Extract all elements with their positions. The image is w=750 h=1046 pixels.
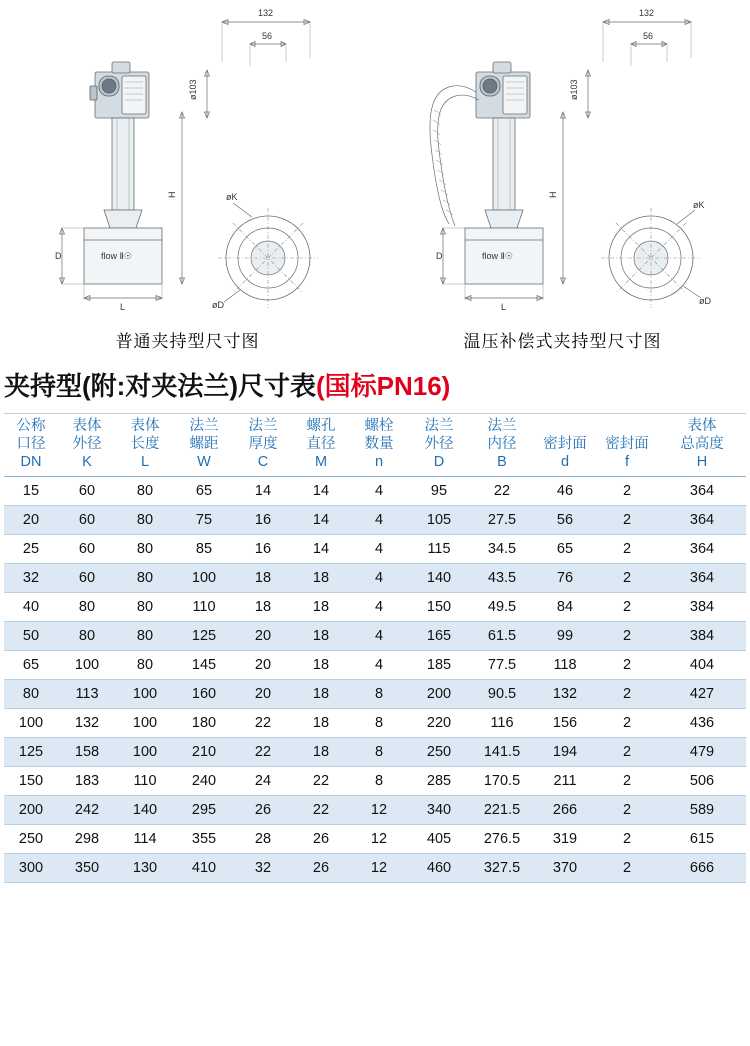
cell-seal-f: 2 [596, 535, 658, 564]
cell-w: 180 [174, 709, 234, 738]
cell-c: 22 [234, 738, 292, 767]
dim-K: øK [226, 192, 238, 202]
cell-seal-d: 99 [534, 622, 596, 651]
cell-k: 60 [58, 535, 116, 564]
col-header-w: 法兰 螺距 W [174, 414, 234, 477]
cell-seal-d: 84 [534, 593, 596, 622]
dim-L-2: L [501, 302, 507, 312]
cell-seal-f: 2 [596, 506, 658, 535]
cell-dn: 65 [4, 651, 58, 680]
svg-text:flow Ⅱ☉: flow Ⅱ☉ [101, 251, 133, 261]
cell-w: 210 [174, 738, 234, 767]
cell-b: 221.5 [470, 796, 534, 825]
cell-b: 27.5 [470, 506, 534, 535]
cell-w: 65 [174, 477, 234, 506]
cell-seal-f: 2 [596, 593, 658, 622]
cell-k: 242 [58, 796, 116, 825]
cell-c: 22 [234, 709, 292, 738]
cell-h: 364 [658, 564, 746, 593]
cell-w: 160 [174, 680, 234, 709]
table-row [4, 709, 746, 738]
cell-seal-d: 65 [534, 535, 596, 564]
caption-standard-clamp: 普通夹持型尺寸图 [115, 332, 260, 351]
cell-seal-d: 266 [534, 796, 596, 825]
cell-m: 26 [292, 854, 350, 883]
cell-k: 113 [58, 680, 116, 709]
cell-l: 80 [116, 651, 174, 680]
cell-h: 427 [658, 680, 746, 709]
cell-c: 18 [234, 564, 292, 593]
cell-h: 364 [658, 477, 746, 506]
cell-d: 405 [408, 825, 470, 854]
dim-height-H-2: H [548, 191, 558, 198]
cell-w: 75 [174, 506, 234, 535]
cell-dn: 300 [4, 854, 58, 883]
cell-d: 200 [408, 680, 470, 709]
cell-l: 80 [116, 593, 174, 622]
table-row [4, 477, 746, 506]
table-row [4, 564, 746, 593]
standard-clamp-diagram [0, 0, 375, 322]
cell-n: 12 [350, 854, 408, 883]
cell-l: 114 [116, 825, 174, 854]
dim-top-width-2: 132 [639, 8, 655, 18]
cell-seal-d: 211 [534, 767, 596, 796]
col-header-k: 表体 外径 K [58, 414, 116, 477]
cell-m: 14 [292, 506, 350, 535]
col-header-l: 表体 长度 L [116, 414, 174, 477]
cell-seal-d: 76 [534, 564, 596, 593]
cell-d: 340 [408, 796, 470, 825]
cell-dn: 50 [4, 622, 58, 651]
cell-l: 80 [116, 535, 174, 564]
drawing-compensated-clamp [375, 0, 750, 360]
table-body [4, 477, 746, 883]
cell-n: 4 [350, 506, 408, 535]
cell-m: 26 [292, 825, 350, 854]
cell-k: 80 [58, 593, 116, 622]
cell-h: 436 [658, 709, 746, 738]
cell-seal-f: 2 [596, 796, 658, 825]
cell-seal-f: 2 [596, 709, 658, 738]
cell-n: 8 [350, 738, 408, 767]
svg-text:flow Ⅱ☉: flow Ⅱ☉ [482, 251, 514, 261]
table-row [4, 825, 746, 854]
cell-k: 60 [58, 564, 116, 593]
dim-L: L [120, 302, 126, 312]
cell-m: 22 [292, 796, 350, 825]
cell-seal-d: 132 [534, 680, 596, 709]
table-row [4, 796, 746, 825]
cell-b: 327.5 [470, 854, 534, 883]
cell-dn: 15 [4, 477, 58, 506]
cell-m: 14 [292, 535, 350, 564]
cell-c: 16 [234, 506, 292, 535]
cell-l: 80 [116, 622, 174, 651]
cell-l: 140 [116, 796, 174, 825]
cell-n: 4 [350, 564, 408, 593]
cell-c: 32 [234, 854, 292, 883]
dim-inner-width-2: 56 [643, 31, 654, 41]
cell-dn: 32 [4, 564, 58, 593]
dim-D2: øD [212, 300, 224, 310]
table-row [4, 680, 746, 709]
cell-d: 460 [408, 854, 470, 883]
cell-h: 479 [658, 738, 746, 767]
cell-l: 100 [116, 709, 174, 738]
drawing-standard-clamp [0, 0, 375, 360]
cell-n: 4 [350, 593, 408, 622]
cell-seal-d: 319 [534, 825, 596, 854]
cell-h: 384 [658, 622, 746, 651]
cell-k: 298 [58, 825, 116, 854]
dim-height-H: H [167, 191, 177, 198]
table-row [4, 535, 746, 564]
cell-b: 77.5 [470, 651, 534, 680]
cell-seal-f: 2 [596, 825, 658, 854]
cell-c: 18 [234, 593, 292, 622]
cell-k: 80 [58, 622, 116, 651]
cell-k: 60 [58, 506, 116, 535]
cell-d: 140 [408, 564, 470, 593]
cell-dn: 150 [4, 767, 58, 796]
cell-c: 28 [234, 825, 292, 854]
cell-c: 20 [234, 622, 292, 651]
cell-h: 364 [658, 535, 746, 564]
cell-seal-d: 156 [534, 709, 596, 738]
dim-K-2: øK [693, 200, 705, 210]
dim-D-2: D [436, 251, 443, 261]
cell-w: 100 [174, 564, 234, 593]
cell-k: 100 [58, 651, 116, 680]
table-row [4, 622, 746, 651]
cell-dn: 200 [4, 796, 58, 825]
cell-m: 18 [292, 680, 350, 709]
dimension-table [4, 413, 746, 883]
dim-D: D [55, 251, 62, 261]
cell-seal-f: 2 [596, 767, 658, 796]
cell-h: 364 [658, 506, 746, 535]
cell-seal-f: 2 [596, 854, 658, 883]
cell-b: 49.5 [470, 593, 534, 622]
dim-top-width: 132 [258, 8, 274, 18]
cell-seal-f: 2 [596, 477, 658, 506]
cell-c: 14 [234, 477, 292, 506]
cell-dn: 20 [4, 506, 58, 535]
cell-h: 506 [658, 767, 746, 796]
cell-w: 410 [174, 854, 234, 883]
dim-D2-2: øD [699, 296, 711, 306]
cell-c: 26 [234, 796, 292, 825]
cell-n: 8 [350, 680, 408, 709]
cell-w: 355 [174, 825, 234, 854]
section-title [0, 360, 750, 413]
table-row [4, 651, 746, 680]
cell-dn: 40 [4, 593, 58, 622]
cell-m: 18 [292, 622, 350, 651]
cell-dn: 25 [4, 535, 58, 564]
dim-diameter-103-2: ø103 [569, 79, 579, 100]
cell-m: 14 [292, 477, 350, 506]
cell-b: 276.5 [470, 825, 534, 854]
cell-l: 110 [116, 767, 174, 796]
cell-l: 100 [116, 680, 174, 709]
cell-m: 22 [292, 767, 350, 796]
cell-b: 170.5 [470, 767, 534, 796]
cell-seal-d: 370 [534, 854, 596, 883]
table-row [4, 854, 746, 883]
cell-n: 8 [350, 767, 408, 796]
cell-w: 145 [174, 651, 234, 680]
cell-m: 18 [292, 709, 350, 738]
cell-d: 95 [408, 477, 470, 506]
cell-seal-d: 56 [534, 506, 596, 535]
cell-d: 250 [408, 738, 470, 767]
cell-h: 589 [658, 796, 746, 825]
cell-seal-d: 194 [534, 738, 596, 767]
cell-dn: 100 [4, 709, 58, 738]
cell-c: 16 [234, 535, 292, 564]
cell-h: 404 [658, 651, 746, 680]
cell-seal-f: 2 [596, 622, 658, 651]
col-header-c: 法兰 厚度 C [234, 414, 292, 477]
cell-l: 80 [116, 506, 174, 535]
cell-l: 80 [116, 564, 174, 593]
cell-l: 80 [116, 477, 174, 506]
cell-seal-d: 118 [534, 651, 596, 680]
cell-b: 116 [470, 709, 534, 738]
cell-b: 22 [470, 477, 534, 506]
cell-dn: 250 [4, 825, 58, 854]
col-header-n: 螺栓 数量 n [350, 414, 408, 477]
cell-d: 165 [408, 622, 470, 651]
section-title-accent: (国标PN16) [315, 371, 451, 401]
cell-l: 100 [116, 738, 174, 767]
cell-w: 240 [174, 767, 234, 796]
table-row [4, 738, 746, 767]
cell-seal-f: 2 [596, 564, 658, 593]
cell-n: 12 [350, 825, 408, 854]
col-header-dn: 公称 口径 DN [4, 414, 58, 477]
cell-k: 158 [58, 738, 116, 767]
cell-seal-d: 46 [534, 477, 596, 506]
cell-b: 61.5 [470, 622, 534, 651]
cell-c: 20 [234, 680, 292, 709]
cell-d: 285 [408, 767, 470, 796]
cell-seal-f: 2 [596, 680, 658, 709]
table-header-row [4, 414, 746, 477]
cell-k: 60 [58, 477, 116, 506]
cell-d: 105 [408, 506, 470, 535]
table-row [4, 593, 746, 622]
cell-seal-f: 2 [596, 651, 658, 680]
cell-b: 34.5 [470, 535, 534, 564]
cell-m: 18 [292, 651, 350, 680]
cell-d: 220 [408, 709, 470, 738]
compensated-clamp-diagram [375, 0, 750, 322]
cell-k: 183 [58, 767, 116, 796]
cell-d: 185 [408, 651, 470, 680]
cell-b: 43.5 [470, 564, 534, 593]
col-header-h: 表体 总高度 H [658, 414, 746, 477]
cell-n: 4 [350, 535, 408, 564]
cell-n: 4 [350, 622, 408, 651]
cell-d: 150 [408, 593, 470, 622]
drawings-section [0, 0, 750, 360]
cell-c: 24 [234, 767, 292, 796]
cell-n: 4 [350, 651, 408, 680]
cell-n: 4 [350, 477, 408, 506]
cell-b: 90.5 [470, 680, 534, 709]
cell-m: 18 [292, 738, 350, 767]
col-header-b: 法兰 内径 B [470, 414, 534, 477]
cell-h: 666 [658, 854, 746, 883]
cell-w: 125 [174, 622, 234, 651]
cell-m: 18 [292, 564, 350, 593]
cell-dn: 80 [4, 680, 58, 709]
cell-h: 615 [658, 825, 746, 854]
cell-d: 115 [408, 535, 470, 564]
cell-b: 141.5 [470, 738, 534, 767]
col-header-seal-f: 密封面 f [596, 414, 658, 477]
col-header-m: 螺孔 直径 M [292, 414, 350, 477]
caption-compensated-clamp: 温压补偿式夹持型尺寸图 [463, 332, 662, 351]
table-row [4, 767, 746, 796]
cell-l: 130 [116, 854, 174, 883]
table-header [4, 414, 746, 477]
cell-m: 18 [292, 593, 350, 622]
cell-n: 12 [350, 796, 408, 825]
cell-h: 384 [658, 593, 746, 622]
col-header-seal-d: 密封面 d [534, 414, 596, 477]
cell-seal-f: 2 [596, 738, 658, 767]
cell-c: 20 [234, 651, 292, 680]
dim-inner-width: 56 [262, 31, 273, 41]
cell-k: 350 [58, 854, 116, 883]
section-title-main: 夹持型(附:对夹法兰)尺寸表 [4, 371, 316, 401]
table-row [4, 506, 746, 535]
cell-w: 110 [174, 593, 234, 622]
dim-diameter-103: ø103 [188, 79, 198, 100]
cell-dn: 125 [4, 738, 58, 767]
cell-n: 8 [350, 709, 408, 738]
col-header-d: 法兰 外径 D [408, 414, 470, 477]
cell-k: 132 [58, 709, 116, 738]
cell-w: 295 [174, 796, 234, 825]
cell-w: 85 [174, 535, 234, 564]
